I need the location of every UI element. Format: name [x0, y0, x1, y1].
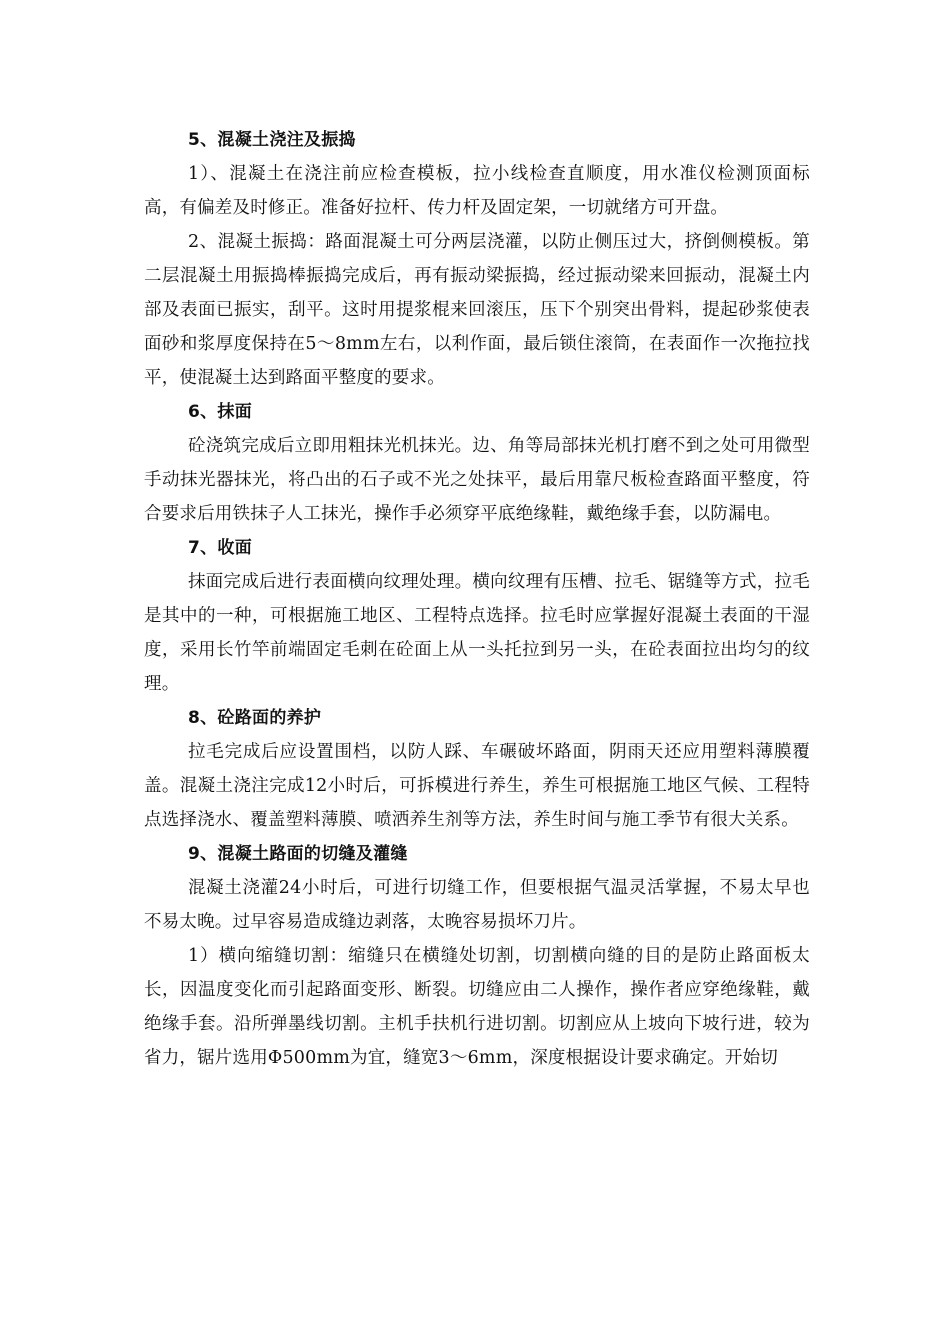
section-7 — [144, 531, 810, 701]
section-heading: 7、收面 — [188, 538, 253, 558]
section-heading: 6、抹面 — [188, 402, 253, 422]
paragraph: 1）横向缩缝切割：缩缝只在横缝处切割，切割横向缝的目的是防止路面板太长，因温度变化而引起路面变形、断裂。切缝应由二人操作，操作者应穿绝缘鞋，戴绝缘手套。沿所弹墨线切割。主机手扶机行进切割。切割应从上坡向下坡行进，较为省力，锯片选用Φ500mm为宜，缝宽3～6mm，深度根据设计要求确定。开始切 — [144, 946, 810, 1068]
section-9 — [144, 837, 810, 1075]
paragraph: 砼浇筑完成后立即用粗抹光机抹光。边、角等局部抹光机打磨不到之处可用微型手动抹光器抹光，将凸出的石子或不光之处抹平，最后用靠尺板检查路面平整度，符合要求后用铁抹子人工抹光，操作手必须穿平底绝缘鞋，戴绝缘手套，以防漏电。 — [144, 436, 810, 524]
section-8 — [144, 701, 810, 837]
section-heading: 9、混凝土路面的切缝及灌缝 — [188, 844, 408, 864]
document-body — [144, 123, 810, 1075]
section-6 — [144, 395, 810, 531]
paragraph: 混凝土浇灌24小时后，可进行切缝工作，但要根据气温灵活掌握，不易太早也不易太晚。过早容易造成缝边剥落，太晚容易损坏刀片。 — [144, 878, 810, 932]
section-5 — [144, 123, 810, 395]
paragraph: 2、混凝土振捣：路面混凝土可分两层浇灌，以防止侧压过大，挤倒侧模板。第二层混凝土用振捣棒振捣完成后，再有振动梁振捣，经过振动梁来回振动，混凝土内部及表面已振实，刮平。这时用提浆棍来回滚压，压下个别突出骨料，提起砂浆使表面砂和浆厚度保持在5～8mm左右，以利作面，最后锁住滚筒，在表面作一次拖拉找平，使混凝土达到路面平整度的要求。 — [144, 232, 810, 388]
paragraph: 拉毛完成后应设置围档，以防人踩、车碾破坏路面，阴雨天还应用塑料薄膜覆盖。混凝土浇注完成12小时后，可拆模进行养生，养生可根据施工地区气候、工程特点选择浇水、覆盖塑料薄膜、喷洒养生剂等方法，养生时间与施工季节有很大关系。 — [144, 742, 810, 830]
paragraph: 抹面完成后进行表面横向纹理处理。横向纹理有压槽、拉毛、锯缝等方式，拉毛是其中的一种，可根据施工地区、工程特点选择。拉毛时应掌握好混凝土表面的干湿度，采用长竹竿前端固定毛刺在砼面上从一头托拉到另一头，在砼表面拉出均匀的纹理。 — [144, 572, 810, 694]
section-heading: 8、砼路面的养护 — [188, 708, 322, 728]
section-heading: 5、混凝土浇注及振捣 — [188, 130, 356, 150]
paragraph: 1）、混凝土在浇注前应检查模板，拉小线检查直顺度，用水准仪检测顶面标高，有偏差及时修正。准备好拉杆、传力杆及固定架，一切就绪方可开盘。 — [144, 164, 810, 218]
